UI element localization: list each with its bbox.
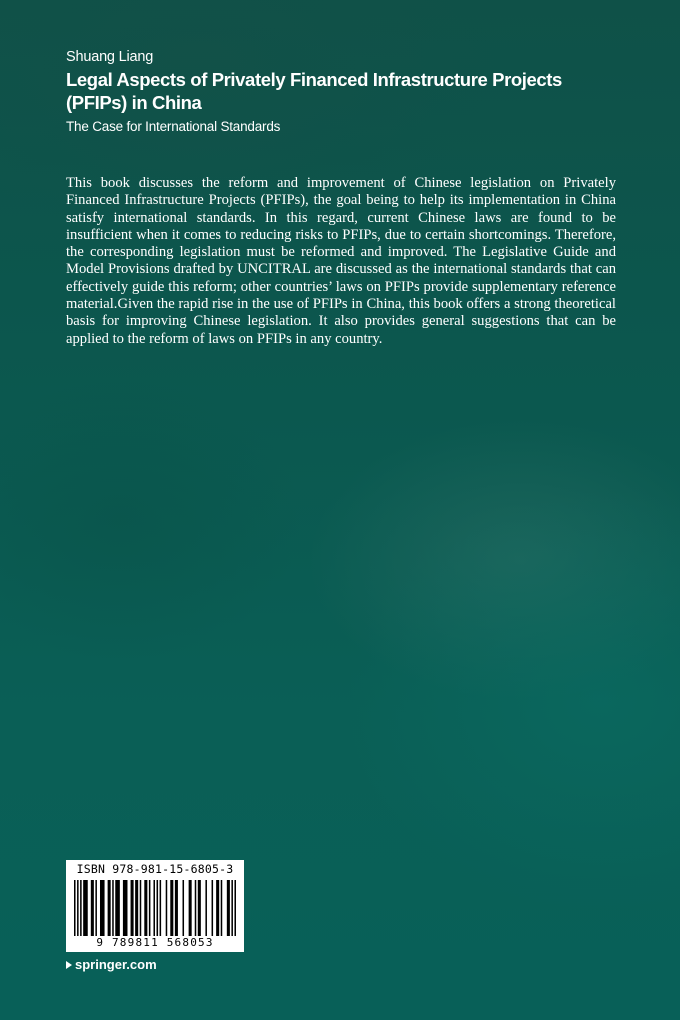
isbn-barcode (66, 860, 244, 952)
book-description: This book discusses the reform and improvement of Chinese legislation on Privately Financed Infrastructure Projects (PFIPs), the goal being to help its implementation in China satisfy international standards. In this regard, current Chinese laws are found to be insufficient when it comes to reducing risks to PFIPs, due to certain shortcomings. Therefore, the corresponding legislation must be reformed and improved. The Legislative Guide and Model Provisions drafted by UNCITRAL are discussed as the international standards that can effectively guide this reform; other countries’ laws on PFIPs provide supplementary reference material.Given the rapid rise in the use of PFIPs in China, this book offers a strong theoretical basis for improving Chinese legislation. It also provides general suggestions that can be applied to the reform of laws on PFIPs in any country. (66, 175, 616, 347)
barcode-bar (227, 880, 230, 936)
barcode-bar (157, 880, 159, 936)
barcode-bar (91, 880, 94, 936)
barcode-bar (153, 880, 155, 936)
barcode-bar (212, 880, 214, 936)
barcode-bar (140, 880, 142, 936)
barcode-bar (80, 880, 82, 936)
barcode-bar (131, 880, 134, 936)
arrow-right-icon (66, 961, 72, 969)
barcode-bar (170, 880, 173, 936)
barcode-bar (198, 880, 201, 936)
barcode-bar (100, 880, 105, 936)
barcode-bar (115, 880, 120, 936)
author-name: Shuang Liang (66, 49, 154, 65)
barcode-bar (175, 880, 178, 936)
barcode-bar (112, 880, 114, 936)
barcode-bar (183, 880, 185, 936)
barcode-bar (234, 880, 236, 936)
barcode-bar (108, 880, 111, 936)
barcode-bar (149, 880, 151, 936)
barcode-bars (74, 880, 236, 936)
barcode-bar (77, 880, 79, 936)
barcode-bar (231, 880, 233, 936)
barcode-bar (74, 880, 76, 936)
barcode-bar (189, 880, 192, 936)
barcode-bar (195, 880, 197, 936)
barcode-bar (83, 880, 88, 936)
barcode-bar (95, 880, 97, 936)
barcode-bar (135, 880, 138, 936)
barcode-digits: 9 789811 568053 (96, 936, 214, 949)
isbn-label: ISBN 978-981-15-6805-3 (76, 862, 234, 876)
barcode-bar (205, 880, 207, 936)
barcode-bar (160, 880, 162, 936)
barcode-bar (221, 880, 223, 936)
barcode-bar (144, 880, 147, 936)
barcode-bar (123, 880, 128, 936)
springer-link[interactable] (66, 957, 157, 972)
book-header (66, 48, 626, 136)
barcode-bar (166, 880, 168, 936)
book-subtitle: The Case for International Standards (66, 119, 281, 134)
springer-link-text: springer.com (75, 957, 157, 972)
book-title: Legal Aspects of Privately Financed Infrastructure Projects (PFIPs) in China (66, 69, 562, 113)
barcode-bar (216, 880, 219, 936)
